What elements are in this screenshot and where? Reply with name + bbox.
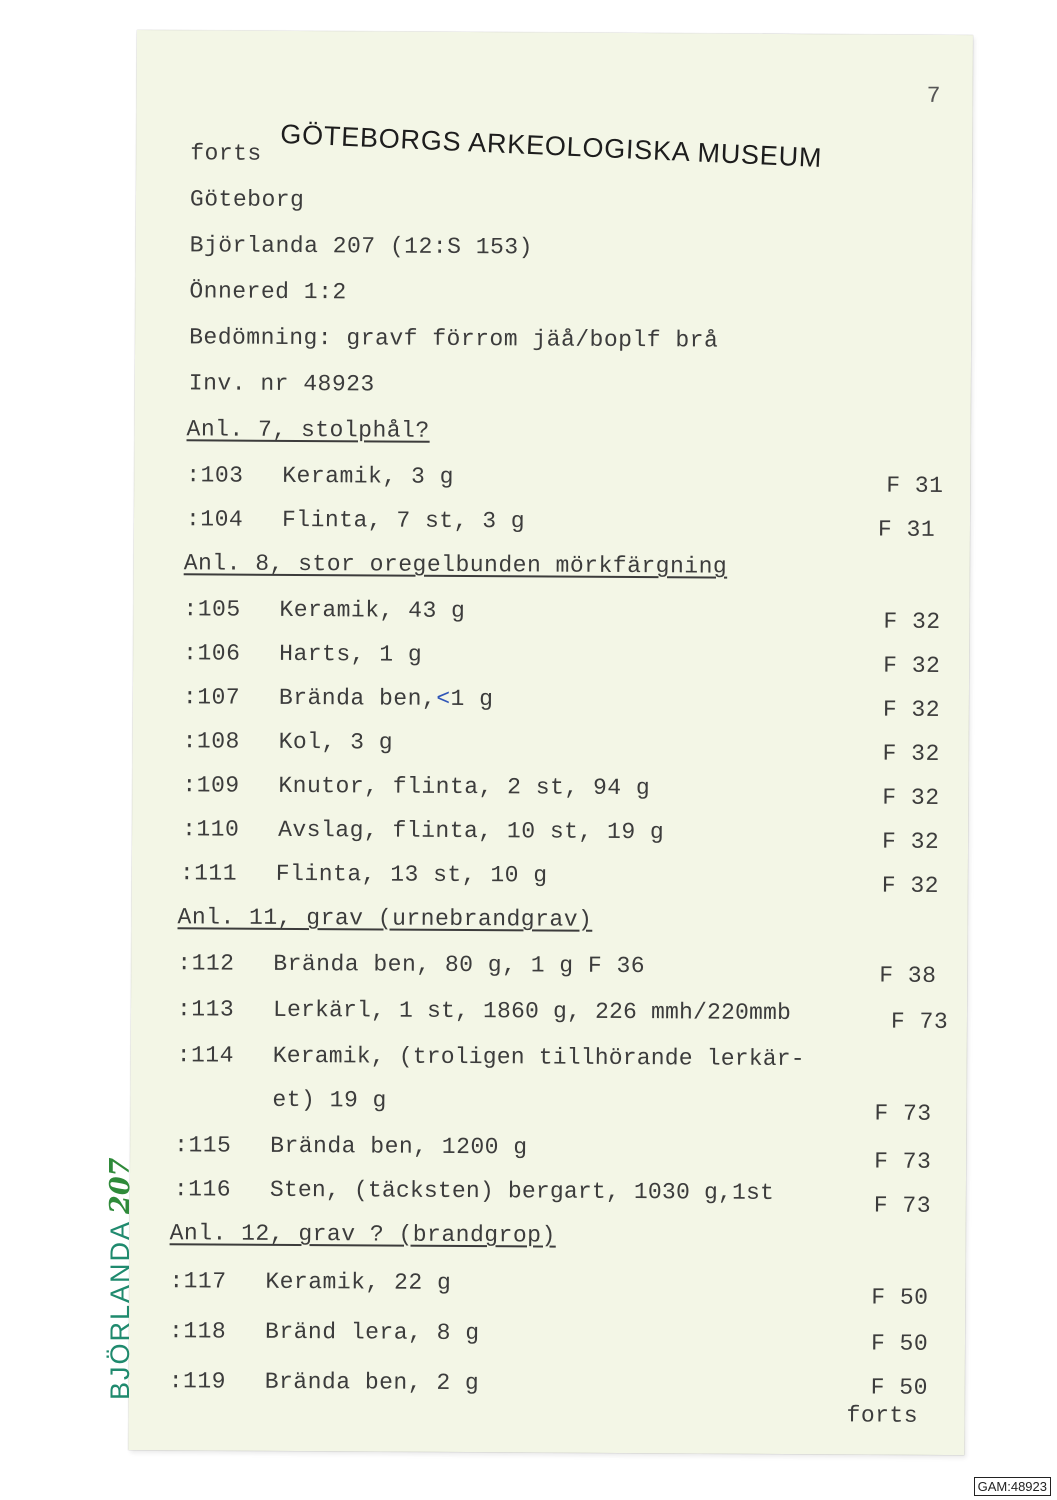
find-code: :114 (176, 1042, 235, 1069)
find-description (278, 684, 494, 713)
find-description: Brända ben, 80 g, 1 g F 36 (273, 950, 646, 980)
find-code: :115 (174, 1132, 232, 1159)
find-code: :119 (168, 1368, 227, 1395)
section-header-anl-11: Anl. 11, grav (urnebrandgrav) (177, 904, 593, 933)
section-header-anl-12: Anl. 12, grav ? (brandgrop) (169, 1220, 556, 1249)
find-description: Knutor, flinta, 2 st, 94 g (278, 772, 651, 802)
find-code: :110 (182, 816, 240, 843)
find-code: :103 (186, 462, 244, 489)
find-code: :111 (179, 860, 238, 887)
find-description: Keramik, 3 g (282, 462, 454, 490)
find-code: :118 (168, 1318, 227, 1345)
find-reference: F 32 (881, 828, 940, 855)
find-description: Keramik, (troligen tillhörande lerkär- (272, 1042, 805, 1073)
find-reference: F 32 (881, 872, 940, 899)
find-description: Kol, 3 g (278, 728, 394, 756)
property-line: Önnered 1:2 (189, 278, 347, 306)
side-label-stamp (105, 1158, 136, 1400)
find-reference: F 32 (882, 784, 940, 811)
find-reference: F 73 (890, 1008, 949, 1035)
forts-footer: forts (846, 1402, 919, 1429)
find-description: Bränd lera, 8 g (264, 1318, 480, 1347)
section-header-anl-8: Anl. 8, stor oregelbunden mörkfärgning (183, 550, 728, 580)
find-code: :117 (169, 1268, 227, 1295)
find-code: :104 (185, 506, 244, 533)
forts-header: forts (190, 140, 262, 167)
find-code: :108 (182, 728, 240, 755)
city-line: Göteborg (189, 186, 305, 214)
find-description: Flinta, 7 st, 3 g (281, 506, 526, 535)
find-description: Sten, (täcksten) bergart, 1030 g,1st (269, 1176, 775, 1206)
find-code: :116 (173, 1176, 232, 1203)
find-description: Keramik, 43 g (279, 596, 466, 625)
find-code: :109 (182, 772, 240, 799)
find-code: :112 (177, 950, 235, 977)
find-code: :106 (183, 640, 241, 667)
find-description: Harts, 1 g (279, 640, 423, 668)
find-reference: F 32 (883, 608, 941, 635)
find-description-text: Brända ben, (278, 684, 437, 712)
museum-stamp: GÖTEBORGS ARKEOLOGISKA MUSEUM (279, 118, 823, 173)
find-reference: F 73 (873, 1192, 932, 1219)
find-code: :113 (176, 996, 235, 1023)
find-reference: F 32 (882, 696, 941, 723)
find-description: Brända ben, 1200 g (270, 1132, 528, 1161)
catalog-card (128, 30, 973, 1455)
find-reference: F 31 (877, 516, 936, 543)
find-code: :107 (182, 684, 241, 711)
find-reference: F 32 (882, 740, 940, 767)
handwritten-site-number: 207 (105, 1157, 136, 1214)
page-number: 7 (926, 82, 941, 109)
find-reference: F 50 (870, 1374, 929, 1401)
find-description-continuation: et) 19 g (272, 1086, 387, 1114)
side-label-text: BJÖRLANDA (105, 1219, 135, 1400)
find-description: Lerkärl, 1 st, 1860 g, 226 mmh/220mmb (272, 996, 792, 1027)
find-description-tail: 1 g (450, 685, 494, 713)
find-description: Flinta, 13 st, 10 g (275, 860, 548, 889)
find-description: Avslag, flinta, 10 st, 19 g (278, 816, 665, 846)
archive-id: GAM:48923 (974, 1477, 1051, 1496)
site-line: Björlanda 207 (12:S 153) (189, 232, 534, 261)
handwritten-less-than-mark: < (436, 685, 451, 712)
assessment-line: Bedömning: gravf förrom jäå/boplf brå (189, 324, 719, 354)
section-header-anl-7: Anl. 7, stolphål? (186, 416, 430, 444)
find-reference: F 73 (874, 1148, 932, 1175)
find-reference: F 50 (871, 1284, 929, 1311)
find-code: :105 (183, 596, 241, 623)
find-description: Keramik, 22 g (265, 1268, 452, 1296)
inventory-number-line: Inv. nr 48923 (188, 370, 375, 398)
find-reference: F 31 (886, 472, 944, 499)
find-reference: F 73 (874, 1100, 932, 1127)
find-reference: F 38 (879, 962, 937, 989)
find-description: Brända ben, 2 g (264, 1368, 480, 1397)
find-reference: F 50 (870, 1330, 929, 1357)
find-reference: F 32 (883, 652, 941, 679)
